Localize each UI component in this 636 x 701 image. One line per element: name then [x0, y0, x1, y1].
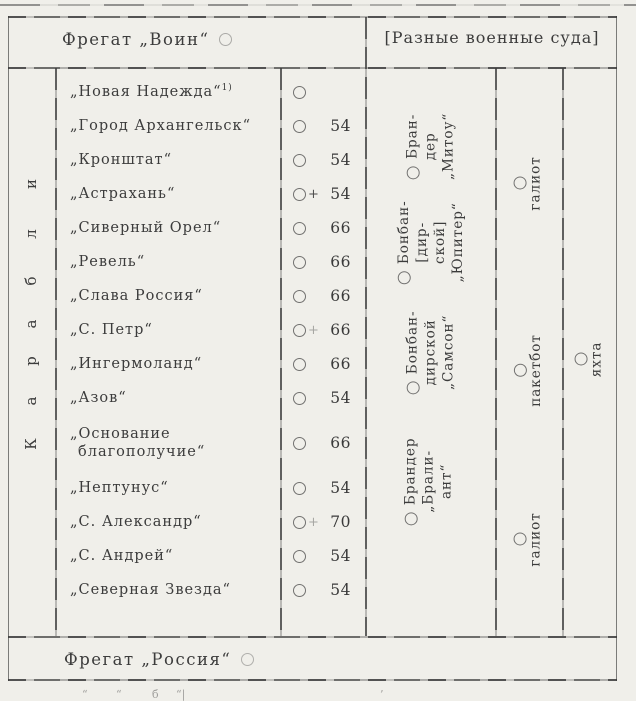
ship-circle-icon — [405, 512, 418, 525]
rotated-entry-line — [403, 437, 420, 525]
table-row — [56, 177, 365, 211]
table-row — [56, 539, 365, 573]
ship-name — [56, 287, 280, 305]
scan-artifact-mark: “| — [176, 688, 186, 701]
rotated-entry — [565, 326, 615, 392]
ship-name-text: „Слава Россия“ — [70, 287, 203, 304]
rotated-entry — [370, 303, 492, 401]
ship-name-text: „Северная Звезда“ — [70, 581, 231, 598]
page-top-scan-edge — [0, 4, 636, 6]
ship-name-text: „Ингермоланд“ — [70, 355, 203, 372]
ship-value-cell — [280, 287, 365, 305]
ship-name — [56, 151, 280, 169]
ship-value-cell — [280, 86, 365, 99]
rotated-entry-text: ской] — [431, 220, 448, 264]
rotated-entry-text: „Самсон“ — [440, 314, 457, 390]
gun-count: 66 — [330, 434, 351, 452]
footnote-marker: 1) — [221, 83, 233, 94]
ship-circle-icon — [293, 324, 306, 337]
scan-artifact-mark: б — [152, 688, 159, 701]
side-label-letter: К — [22, 438, 40, 450]
ship-name — [56, 321, 280, 339]
table-row — [56, 313, 365, 347]
rotated-entry-line — [438, 463, 455, 498]
ship-circle-icon — [293, 188, 306, 201]
ship-circle-icon — [293, 358, 306, 371]
rotated-entry-text: дер — [422, 132, 439, 160]
ship-name — [56, 425, 280, 461]
side-label-letter: а — [22, 396, 40, 406]
ship-value-cell — [280, 219, 365, 237]
ship-value-cell — [280, 355, 365, 373]
ship-circle-icon — [407, 381, 420, 394]
rotated-entry-text: галиот — [527, 511, 544, 567]
header-right-cell — [372, 28, 612, 47]
ship-name — [56, 389, 280, 407]
ship-name — [56, 185, 280, 203]
rotated-entry-line — [432, 220, 449, 263]
scan-artifact-mark: ’ — [380, 688, 384, 701]
gun-count: 54 — [330, 479, 351, 497]
table-row — [56, 471, 365, 505]
gun-count: 66 — [330, 253, 351, 271]
ship-name-text: „Нептунус“ — [70, 479, 169, 496]
ship-name-text: „Новая Надежда“ — [70, 83, 222, 100]
rotated-entry-line — [440, 314, 457, 389]
ship-circle-icon — [293, 120, 306, 133]
rotated-entry-text: „Юпитер“ — [449, 201, 466, 283]
rotated-entry-text: ант“ — [438, 463, 455, 499]
rotated-entry-line — [528, 512, 545, 566]
rotated-entry — [498, 498, 560, 580]
rotated-entry-line — [396, 200, 413, 284]
footer-cell — [64, 650, 254, 669]
ship-value-cell — [280, 389, 365, 407]
ship-table-rows — [56, 68, 365, 637]
ship-name-text-line2: благополучие“ — [78, 444, 206, 460]
ship-circle-icon — [293, 437, 306, 450]
side-label-letter: л — [22, 229, 40, 239]
ship-name-text: „Ревель“ — [70, 253, 146, 270]
rotated-entry-text: [дир- — [413, 221, 430, 263]
ship-value-cell — [280, 185, 365, 203]
ship-name-text: „Основание — [70, 425, 171, 442]
table-row — [56, 347, 365, 381]
rotated-entry — [370, 190, 492, 294]
rotated-entry-line — [423, 319, 440, 385]
gun-count: 54 — [330, 151, 351, 169]
ship-name — [56, 479, 280, 497]
side-label-letter: и — [22, 179, 40, 189]
ship-circle-icon — [219, 33, 232, 46]
rotated-entry — [498, 144, 560, 222]
ship-value-cell — [280, 581, 365, 599]
ship-name-text: „Астрахань“ — [70, 185, 176, 202]
rotated-entry-text: дирской — [422, 318, 439, 386]
ship-circle-icon — [293, 154, 306, 167]
side-label-letter: а — [22, 319, 40, 329]
rotated-entry-line — [449, 202, 466, 282]
table-row — [56, 75, 365, 109]
rotated-entry-line — [421, 450, 438, 513]
scan-artifact-mark: “ — [82, 688, 88, 701]
gun-count: 54 — [330, 581, 351, 599]
divider-galliot-yacht — [562, 68, 564, 636]
rotated-entry-text: Бран- — [404, 113, 421, 159]
table-row — [56, 415, 365, 471]
ship-circle-icon — [293, 290, 306, 303]
gun-count: 66 — [330, 321, 351, 339]
ship-circle-icon — [293, 256, 306, 269]
ship-circle-icon — [293, 584, 306, 597]
ship-circle-icon — [293, 392, 306, 405]
gun-count: 54 — [330, 185, 351, 203]
table-bottom-rule — [8, 679, 617, 681]
side-label-letter: б — [22, 276, 40, 286]
ship-circle-icon — [293, 516, 306, 529]
ship-value-cell — [280, 513, 365, 531]
ship-name-text: „Кронштат“ — [70, 151, 172, 168]
ship-name — [56, 253, 280, 271]
ship-name-text: „С. Петр“ — [70, 321, 153, 338]
ship-circle-icon — [514, 364, 527, 377]
table-row — [56, 109, 365, 143]
rotated-entry-line — [405, 310, 422, 394]
rotated-entry-line — [528, 334, 545, 407]
gun-count: 66 — [330, 287, 351, 305]
gun-count: 66 — [330, 219, 351, 237]
ship-name — [56, 355, 280, 373]
rotated-entry-line — [423, 132, 440, 160]
ship-value-cell — [280, 321, 365, 339]
rotated-entry-text: яхта — [588, 341, 605, 377]
ship-value-cell — [280, 434, 365, 452]
ship-name-text: „Азов“ — [70, 389, 127, 406]
ship-circle-icon — [514, 177, 527, 190]
gun-count: 54 — [330, 117, 351, 135]
gun-count: 54 — [330, 547, 351, 565]
ship-name-text: „С. Александр“ — [70, 513, 202, 530]
ship-circle-icon — [293, 550, 306, 563]
cross-mark: + — [308, 186, 319, 202]
gun-count: 66 — [330, 355, 351, 373]
rotated-entry-line — [589, 341, 606, 377]
header-left-cell — [62, 30, 352, 49]
divider-military-galliot — [495, 68, 497, 636]
table-top-rule — [8, 16, 617, 18]
ship-circle-icon — [398, 271, 411, 284]
rotated-entry-text: пакетбот — [527, 333, 544, 407]
ship-name — [56, 83, 280, 101]
ship-circle-icon — [407, 166, 420, 179]
rotated-entry-text: „Митоу“ — [440, 112, 457, 180]
ship-circle-icon — [575, 353, 588, 366]
gun-count: 54 — [330, 389, 351, 407]
gun-count: 70 — [330, 513, 351, 531]
ship-circle-icon — [293, 86, 306, 99]
table-row — [56, 381, 365, 415]
rotated-entry — [498, 322, 560, 418]
ship-name-text: „Сиверный Орел“ — [70, 219, 222, 236]
table-row — [56, 143, 365, 177]
rotated-entry-text: Бонбан- — [395, 200, 412, 264]
rotated-entry-text: Бонбан- — [404, 310, 421, 374]
rotated-entry-text: Брандер — [402, 437, 419, 505]
ship-circle-icon — [293, 482, 306, 495]
footer-label: Фрегат „Россия“ — [64, 650, 232, 669]
rotated-entry-text: галиот — [527, 155, 544, 211]
ship-value-cell — [280, 151, 365, 169]
header-right-label: [Разные военные суда] — [384, 28, 600, 47]
ship-circle-icon — [293, 222, 306, 235]
ship-value-cell — [280, 253, 365, 271]
ship-value-cell — [280, 547, 365, 565]
ship-name — [56, 117, 280, 135]
ship-circle-icon — [514, 533, 527, 546]
rotated-entry-line — [528, 156, 545, 210]
ship-name-text: „Город Архангельск“ — [70, 117, 252, 134]
table-row — [56, 505, 365, 539]
rotated-entry — [370, 103, 492, 189]
side-label-letter: р — [22, 356, 40, 366]
rotated-entry-text: „Брали- — [420, 449, 437, 513]
cross-mark: + — [308, 514, 319, 530]
ship-circle-icon — [241, 653, 254, 666]
ship-name — [56, 219, 280, 237]
ship-value-cell — [280, 479, 365, 497]
table-row — [56, 279, 365, 313]
ship-name-text: „С. Андрей“ — [70, 547, 174, 564]
ship-name — [56, 547, 280, 565]
ship-name — [56, 513, 280, 531]
rotated-entry-line — [414, 222, 431, 263]
header-left-label: Фрегат „Воин“ — [62, 30, 210, 49]
divider-guns-military — [365, 17, 367, 636]
table-row — [56, 245, 365, 279]
cross-mark: + — [308, 322, 319, 338]
rotated-entry-line — [405, 113, 422, 178]
rotated-entry — [368, 402, 490, 560]
table-row — [56, 211, 365, 245]
table-row — [56, 573, 365, 607]
ship-value-cell — [280, 117, 365, 135]
rotated-entry-line — [440, 112, 457, 179]
ship-name — [56, 581, 280, 599]
scan-artifact-mark: “ — [116, 688, 122, 701]
